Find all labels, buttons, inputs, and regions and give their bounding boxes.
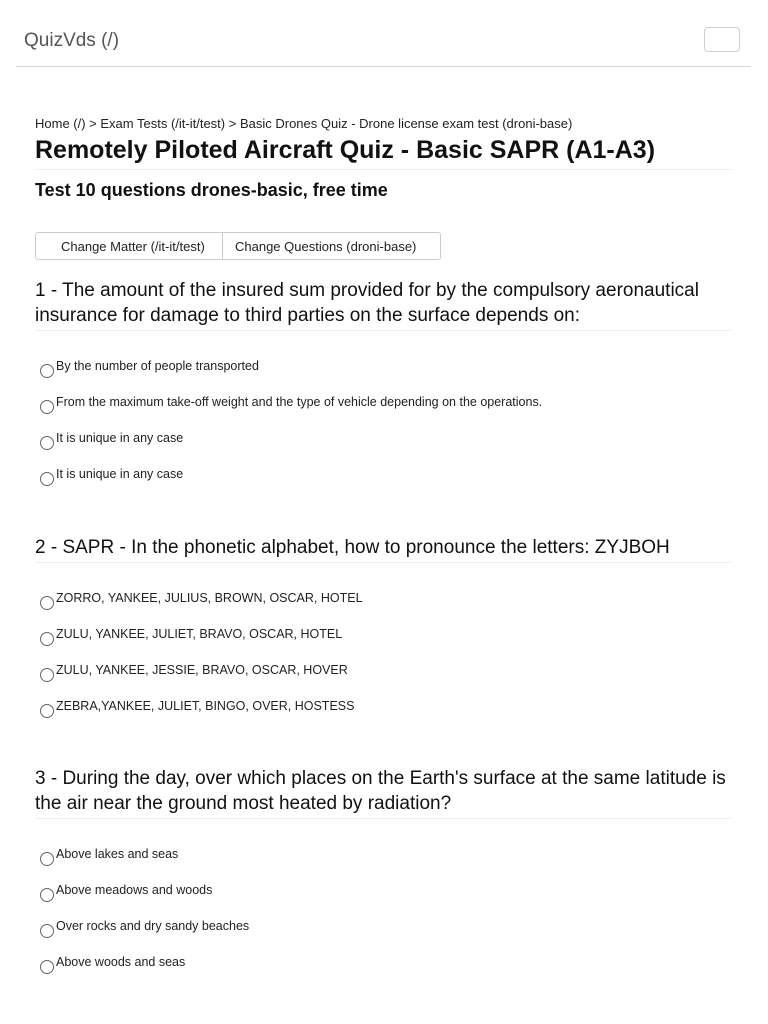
breadcrumb-separator: > — [225, 116, 240, 131]
answer-label: From the maximum take-off weight and the type of vehicle depending on the operations. — [56, 395, 543, 409]
radio-button[interactable] — [40, 704, 54, 718]
answer-option[interactable] — [35, 350, 732, 386]
breadcrumb-exam-tests[interactable]: Exam Tests (/it-it/test) — [100, 116, 226, 131]
answer-option[interactable] — [35, 838, 732, 874]
question-text: 1 - The amount of the insured sum provided for by the compulsory aeronautical insurance for damage to third parties on the surface depends on: — [35, 278, 732, 331]
radio-button[interactable] — [40, 924, 54, 938]
question-1 — [35, 278, 732, 494]
radio-button[interactable] — [40, 632, 54, 646]
answer-label: Above lakes and seas — [56, 847, 179, 861]
answer-label: ZULU, YANKEE, JESSIE, BRAVO, OSCAR, HOVER — [56, 663, 348, 677]
answer-option[interactable] — [35, 946, 732, 982]
answer-label: ZORRO, YANKEE, JULIUS, BROWN, OSCAR, HOTEL — [56, 591, 363, 605]
page-subtitle: Test 10 questions drones-basic, free time — [35, 180, 388, 200]
answer-option[interactable] — [35, 874, 732, 910]
menu-toggle-button[interactable] — [704, 27, 740, 52]
change-questions-button[interactable]: Change Questions (droni-base) — [223, 232, 441, 260]
answer-option[interactable] — [35, 458, 732, 494]
radio-button[interactable] — [40, 596, 54, 610]
answer-label: By the number of people transported — [56, 359, 259, 373]
question-2 — [35, 535, 732, 726]
radio-button[interactable] — [40, 364, 54, 378]
answer-label: It is unique in any case — [56, 431, 184, 445]
radio-button[interactable] — [40, 472, 54, 486]
answer-option[interactable] — [35, 654, 732, 690]
answer-option[interactable] — [35, 386, 732, 422]
question-text: 2 - SAPR - In the phonetic alphabet, how to pronounce the letters: ZYJBOH — [35, 535, 732, 563]
answer-label: Above meadows and woods — [56, 883, 213, 897]
radio-button[interactable] — [40, 400, 54, 414]
answer-label: It is unique in any case — [56, 467, 184, 481]
action-button-group — [35, 232, 441, 260]
radio-button[interactable] — [40, 852, 54, 866]
change-matter-button[interactable]: Change Matter (/it-it/test) — [35, 232, 223, 260]
answer-option[interactable] — [35, 582, 732, 618]
answer-label: ZEBRA,YANKEE, JULIET, BINGO, OVER, HOSTESS — [56, 699, 355, 713]
navbar — [16, 0, 751, 67]
answer-option[interactable] — [35, 422, 732, 458]
question-text: 3 - During the day, over which places on the Earth's surface at the same latitude is the air near the ground most heated by radiation? — [35, 766, 732, 819]
answer-options — [35, 838, 732, 982]
answer-option[interactable] — [35, 690, 732, 726]
answer-options — [35, 582, 732, 726]
page-title: Remotely Piloted Aircraft Quiz - Basic SAPR (A1-A3) — [35, 136, 732, 170]
question-3 — [35, 766, 732, 982]
answer-label: Over rocks and dry sandy beaches — [56, 919, 250, 933]
radio-button[interactable] — [40, 888, 54, 902]
answer-option[interactable] — [35, 618, 732, 654]
answer-option[interactable] — [35, 910, 732, 946]
brand-link[interactable]: QuizVds (/) — [24, 30, 120, 51]
breadcrumb-home[interactable]: Home (/) — [35, 116, 86, 131]
answer-label: ZULU, YANKEE, JULIET, BRAVO, OSCAR, HOTEL — [56, 627, 343, 641]
breadcrumb-current[interactable]: Basic Drones Quiz - Drone license exam test (droni-base) — [239, 116, 573, 131]
radio-button[interactable] — [40, 436, 54, 450]
answer-options — [35, 350, 732, 494]
radio-button[interactable] — [40, 960, 54, 974]
answer-label: Above woods and seas — [56, 955, 186, 969]
radio-button[interactable] — [40, 668, 54, 682]
breadcrumb-separator: > — [85, 116, 101, 131]
breadcrumb — [35, 116, 572, 131]
